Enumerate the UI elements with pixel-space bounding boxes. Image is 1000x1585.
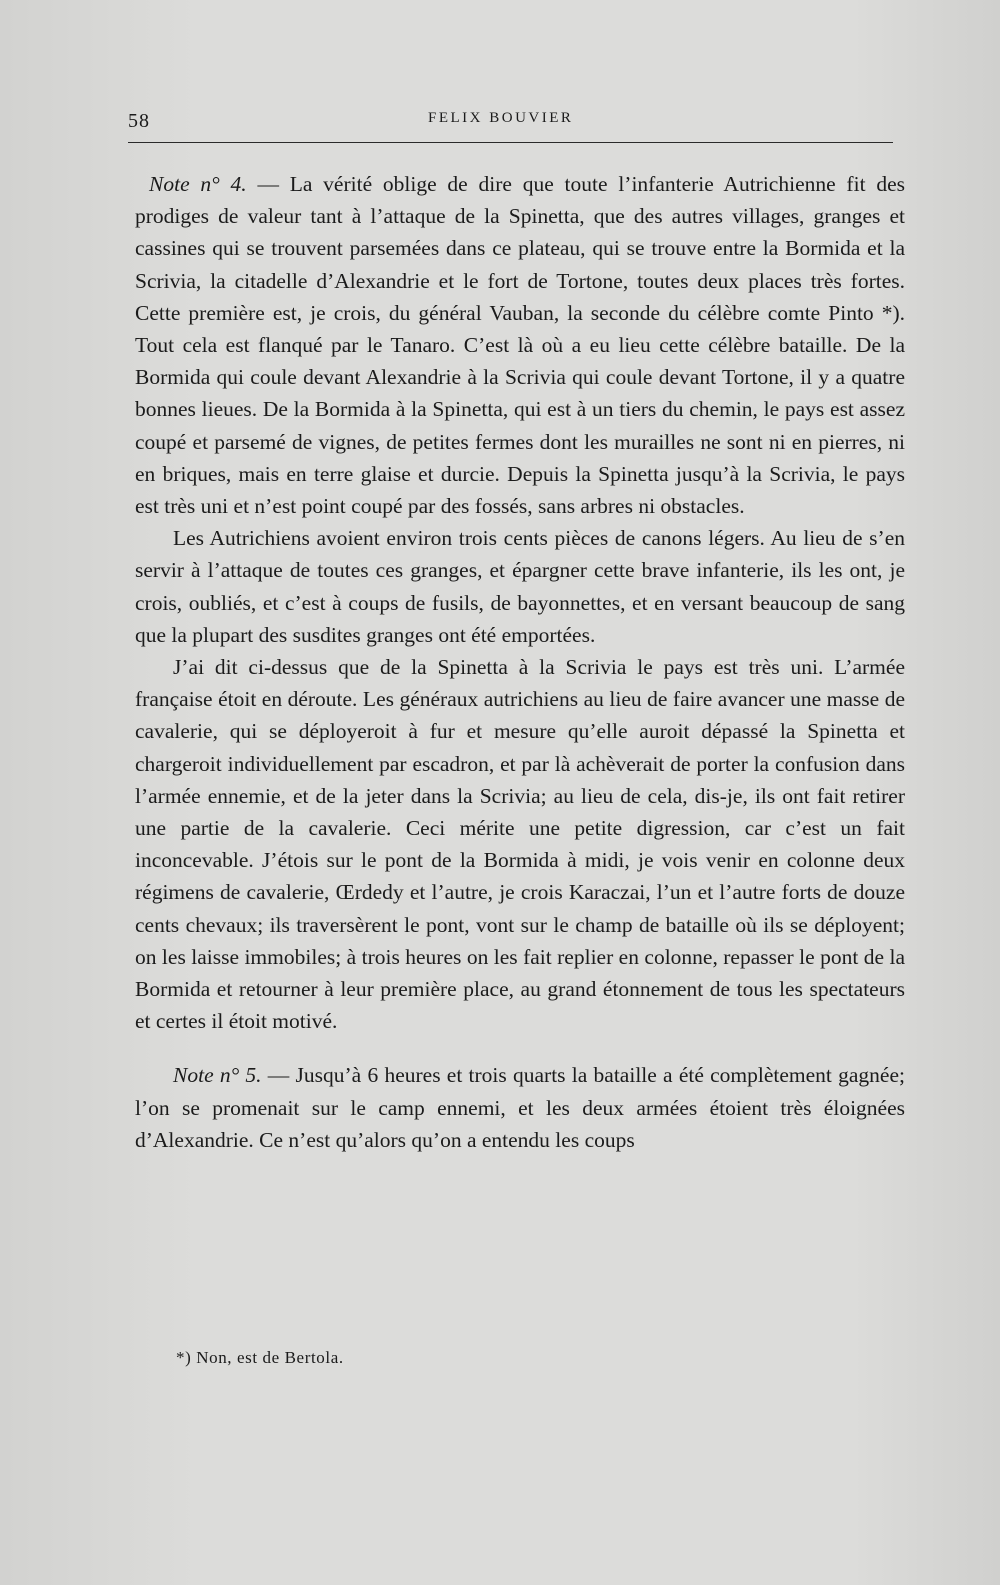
paragraph-2: Les Autrichiens avoient environ trois cents pièces de canons légers. Au lieu de s’en servir à l’attaque de toutes ces granges, et épargner cette brave infanterie, ils les ont, je crois, oubliés, et c’est à coups de fusils, de bayonnettes, et en versant beaucoup de sang que la plupart des susdites granges ont été emportées. bbox=[135, 526, 905, 647]
note-4-text: — La vérité oblige de dire que toute l’infanterie Autrichienne fit des prodiges de valeur tant à l’attaque de la Spinetta, que des autres villages, granges et cassines qui se trouvent parsemées dans ce plateau, qui se trouve entre la Bormida et la Scrivia, la citadelle d’Alexandrie et le fort de Tortone, toutes deux places très fortes. Cette première est, je crois, du général Vauban, la seconde du célèbre comte Pinto *). Tout cela est flanqué par le Tanaro. C’est là où a eu lieu cette célèbre bataille. De la Bormida qui coule devant Alexandrie à la Scrivia qui coule devant Tortone, il y a quatre bonnes lieues. De la Bormida à la Spinetta, qui est à un tiers du chemin, le pays est assez coupé et parsemé de vignes, de petites fermes dont les murailles ne sont ni en pierres, ni en briques, mais en terre glaise et durcie. Depuis la Spinetta jusqu’à la Scrivia, le pays est très uni et n’est point coupé par des fossés, sans arbres ni obstacles. bbox=[135, 172, 905, 519]
note-5-paragraph bbox=[135, 1059, 905, 1156]
body-text bbox=[135, 168, 905, 1156]
paragraph-3: J’ai dit ci-dessus que de la Spinetta à la Scrivia le pays est très uni. L’armée française étoit en déroute. Les généraux autrichiens au lieu de faire avancer une masse de cavalerie, qui se déployeroit à fur et mesure qu’elle auroit dépassé la Spinetta et chargeroit individuellement par escadron, et par là achèverait de porter la confusion dans l’armée ennemie, et de la jeter dans la Scrivia; au lieu de cela, dis-je, ils ont fait retirer une partie de la cavalerie. Ceci mérite une petite digression, car c’est un fait inconcevable. J’étois sur le pont de la Bormida à midi, je vois venir en colonne deux régimens de cavalerie, Œrdedy et l’autre, je crois Karaczai, l’un et l’autre forts de douze cents chevaux; ils traversèrent le pont, vont sur le champ de bataille où ils se déployent; on les laisse immobiles; à trois heures on les fait replier en colonne, repasser le pont de la Bormida et retourner à leur première place, au grand étonnement de tous les spectateurs et certes il étoit motivé. bbox=[135, 655, 905, 1034]
note-5-text: — Jusqu’à 6 heures et trois quarts la bataille a été complètement gagnée; l’on se promenait sur le camp ennemi, et les deux armées étoient très éloignées d’Alexandrie. Ce n’est qu’alors qu’on a entendu les coups bbox=[135, 1063, 905, 1152]
running-title: FELIX BOUVIER bbox=[428, 110, 574, 126]
page-header bbox=[128, 104, 893, 134]
note-4-label: Note n° 4. bbox=[149, 172, 247, 196]
header-rule bbox=[128, 142, 893, 143]
note-5-label: Note n° 5. bbox=[173, 1063, 262, 1088]
page-number: 58 bbox=[128, 110, 150, 132]
note-4-paragraph bbox=[135, 168, 905, 522]
footnote: *) Non, est de Bertola. bbox=[176, 1348, 344, 1367]
